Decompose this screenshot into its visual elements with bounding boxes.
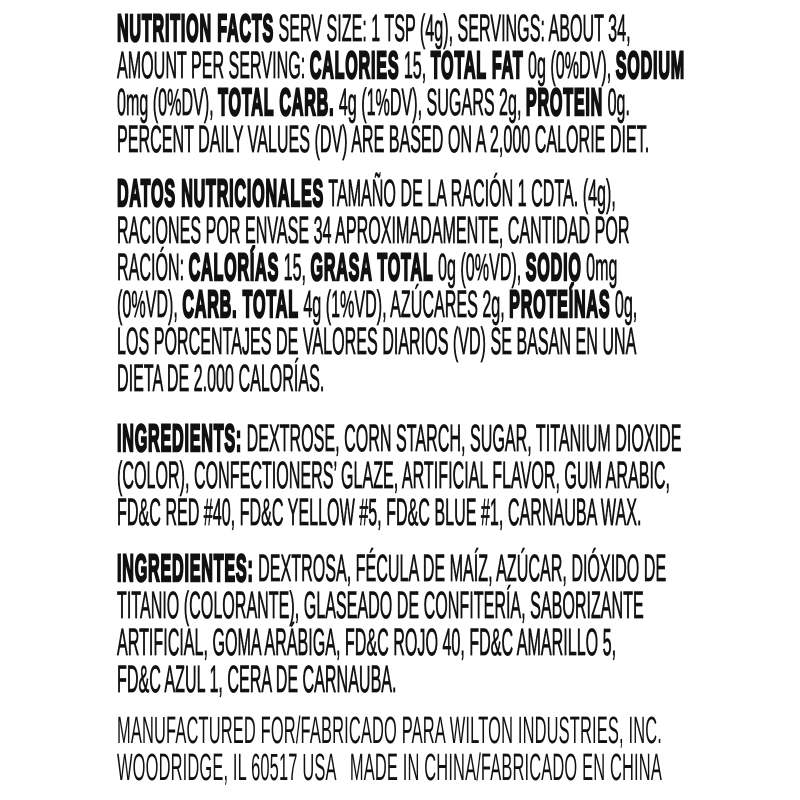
text-segment: 15, bbox=[279, 247, 311, 289]
bold-text-segment: SODIO bbox=[525, 247, 582, 289]
nutrition-label bbox=[117, 8, 685, 789]
text-segment: 0g (0%DV), bbox=[523, 45, 616, 87]
bold-text-segment: DATOS NUTRICIONALES bbox=[117, 173, 325, 215]
paragraph-ingredients-en bbox=[117, 418, 682, 534]
paragraph-ingredientes-es bbox=[117, 548, 667, 701]
bold-text-segment: PROTEIN bbox=[525, 82, 604, 124]
text-line bbox=[117, 284, 638, 326]
text-line bbox=[117, 710, 662, 752]
text-line bbox=[117, 585, 666, 627]
text-segment: 0g (0%VD), bbox=[433, 247, 526, 289]
text-segment: DIETA DE 2.000 CALORÍAS. bbox=[117, 358, 325, 400]
text-segment: TAMAÑO DE LA RACIÓN 1 CDTA. (4g), bbox=[324, 173, 616, 215]
bold-text-segment: TOTAL CARB. bbox=[218, 82, 335, 124]
text-line bbox=[117, 492, 681, 534]
text-segment: PERCENT DAILY VALUES (DV) ARE BASED ON A 2,000 CALORIE DIET. bbox=[117, 119, 650, 161]
bold-text-segment: CARB. TOTAL bbox=[182, 284, 299, 326]
text-segment: DEXTROSE, CORN STARCH, SUGAR, TITANIUM DIOXIDE bbox=[242, 418, 682, 460]
bold-text-segment: TOTAL FAT bbox=[430, 45, 524, 87]
text-segment: ARTIFICIAL, GOMA ARÁBIGA, FD&C ROJO 40, FD&C AMARILLO 5, bbox=[117, 622, 617, 664]
text-line bbox=[117, 321, 637, 363]
text-line bbox=[117, 8, 685, 50]
paragraph-datos-nutricionales-es bbox=[117, 173, 638, 400]
bold-text-segment: CALORÍAS bbox=[188, 247, 280, 289]
text-line bbox=[117, 622, 666, 664]
paragraph-manufacturer-footer bbox=[117, 710, 662, 789]
text-line bbox=[117, 358, 637, 400]
text-segment: 4g (1%DV), SUGARS 2g, bbox=[334, 82, 526, 124]
text-segment: DEXTROSA, FÉCULA DE MAÍZ, AZÚCAR, DIÓXIDO DE bbox=[253, 548, 667, 590]
bold-text-segment: PROTEÍNAS bbox=[509, 284, 611, 326]
text-segment: TITANIO (COLORANTE), GLASEADO DE CONFITERÍA, SABORIZANTE bbox=[117, 585, 644, 627]
text-line bbox=[117, 418, 682, 460]
text-line bbox=[117, 548, 667, 590]
text-line bbox=[117, 45, 685, 87]
text-segment: (0%VD), bbox=[117, 284, 183, 326]
text-segment: LOS PORCENTAJES DE VALORES DIARIOS (VD) SE BASAN EN UNA bbox=[117, 321, 637, 363]
text-segment: FD&C RED #40, FD&C YELLOW #5, FD&C BLUE #1, CARNAUBA WAX. bbox=[117, 492, 642, 534]
text-line bbox=[117, 455, 681, 497]
bold-text-segment: GRASA TOTAL bbox=[310, 247, 434, 289]
text-line bbox=[117, 119, 685, 161]
bold-text-segment: SODIUM bbox=[615, 45, 685, 87]
text-line bbox=[117, 659, 666, 701]
bold-text-segment: INGREDIENTS: bbox=[117, 418, 243, 460]
text-segment: RACIÓN: bbox=[117, 247, 189, 289]
text-line bbox=[117, 747, 662, 789]
text-segment: RACIONES POR ENVASE 34 APROXIMADAMENTE, CANTIDAD POR bbox=[117, 210, 630, 252]
text-line bbox=[117, 173, 637, 215]
text-segment: FD&C AZUL 1, CERA DE CARNAUBA. bbox=[117, 659, 397, 701]
text-segment: 0g. bbox=[603, 82, 630, 124]
text-line bbox=[117, 82, 685, 124]
bold-text-segment: INGREDIENTES: bbox=[117, 548, 254, 590]
text-line bbox=[117, 247, 637, 289]
text-segment: MANUFACTURED FOR/FABRICADO PARA WILTON INDUSTRIES, INC. bbox=[117, 710, 662, 752]
bold-text-segment: CALORIES bbox=[309, 45, 400, 87]
text-segment: 15, bbox=[399, 45, 431, 87]
text-segment: 0g, bbox=[610, 284, 638, 326]
text-segment: 0mg bbox=[581, 247, 618, 289]
text-segment: SERV SIZE: 1 TSP (4g), SERVINGS: ABOUT 34, bbox=[274, 8, 631, 50]
text-segment: (COLOR), CONFECTIONERS’ GLAZE, ARTIFICIAL FLAVOR, GUM ARABIC, bbox=[117, 455, 671, 497]
paragraph-nutrition-facts-en bbox=[117, 8, 685, 161]
text-segment: AMOUNT PER SERVING: bbox=[117, 45, 310, 87]
text-segment: 0mg (0%DV), bbox=[117, 82, 219, 124]
text-segment: 4g (1%VD), AZÚCARES 2g, bbox=[298, 284, 510, 326]
text-segment: WOODRIDGE, IL 60517 USA MADE IN CHINA/FABRICADO EN CHINA bbox=[117, 747, 662, 789]
bold-text-segment: NUTRITION FACTS bbox=[117, 8, 275, 50]
text-line bbox=[117, 210, 637, 252]
